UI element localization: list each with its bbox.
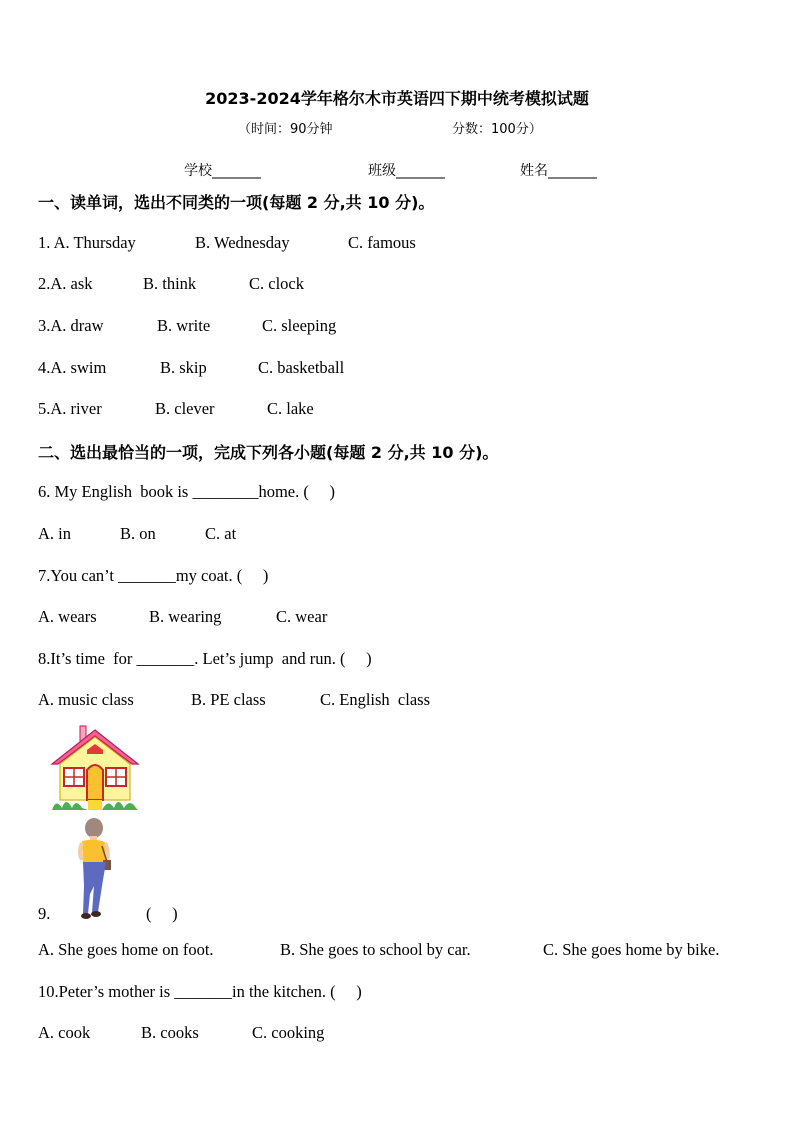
q5-option-a: 5.A. river [38, 399, 102, 418]
q8-option-b: B. PE class [191, 690, 266, 709]
q9-option-b: B. She goes to school by car. [280, 940, 471, 959]
house-illustration [50, 722, 140, 814]
q1-option-b: B. Wednesday [195, 233, 290, 252]
exam-score: 分数：100分） [452, 122, 542, 137]
q1-option-c: C. famous [348, 233, 416, 252]
section-2-heading: 二、选出最恰当的一项，完成下列各小题(每题 2 分,共 10 分)。 [38, 443, 499, 462]
class-field[interactable]: 班级_______ [368, 163, 445, 179]
q3-option-a: 3.A. draw [38, 316, 104, 335]
q4-option-b: B. skip [160, 358, 207, 377]
q4-option-c: C. basketball [258, 358, 345, 377]
q5-option-c: C. lake [267, 399, 314, 418]
page-title: 2023-2024学年格尔木市英语四下期中统考模拟试题 [205, 89, 589, 108]
q6-option-c: C. at [205, 524, 237, 543]
q10-option-b: B. cooks [141, 1023, 199, 1042]
q7-option-a: A. wears [38, 607, 97, 626]
name-field[interactable]: 姓名_______ [520, 163, 597, 179]
q9-option-a: A. She goes home on foot. [38, 940, 214, 959]
q10-option-c: C. cooking [252, 1023, 325, 1042]
q2-option-c: C. clock [249, 274, 304, 293]
q3-option-c: C. sleeping [262, 316, 337, 335]
q8-stem: 8.It’s time for _______. Let’s jump and run. ( ) [38, 649, 372, 668]
q7-stem: 7.You can’t _______my coat. ( ) [38, 566, 269, 585]
q2-option-b: B. think [143, 274, 197, 293]
q9-answer-paren: ( ) [146, 904, 178, 923]
q5-option-b: B. clever [155, 399, 215, 418]
q3-option-b: B. write [157, 316, 211, 335]
q1-option-a: 1. A. Thursday [38, 233, 136, 252]
q9-number: 9. [38, 904, 51, 923]
section-1-heading: 一、读单词，选出不同类的一项(每题 2 分,共 10 分)。 [38, 193, 435, 212]
q4-option-a: 4.A. swim [38, 358, 107, 377]
q7-option-b: B. wearing [149, 607, 222, 626]
q8-option-c: C. English class [320, 690, 430, 709]
school-field[interactable]: 学校_______ [184, 163, 261, 179]
exam-time: （时间：90分钟 [238, 122, 333, 137]
q6-stem: 6. My English book is ________home. ( ) [38, 482, 335, 501]
q10-stem: 10.Peter’s mother is _______in the kitchen. ( ) [38, 982, 362, 1001]
q8-option-a: A. music class [38, 690, 134, 709]
girl-walking-illustration [74, 816, 114, 922]
q7-option-c: C. wear [276, 607, 328, 626]
q6-option-a: A. in [38, 524, 71, 543]
q2-option-a: 2.A. ask [38, 274, 93, 293]
q10-option-a: A. cook [38, 1023, 91, 1042]
q6-option-b: B. on [120, 524, 156, 543]
q9-option-c: C. She goes home by bike. [543, 940, 720, 959]
